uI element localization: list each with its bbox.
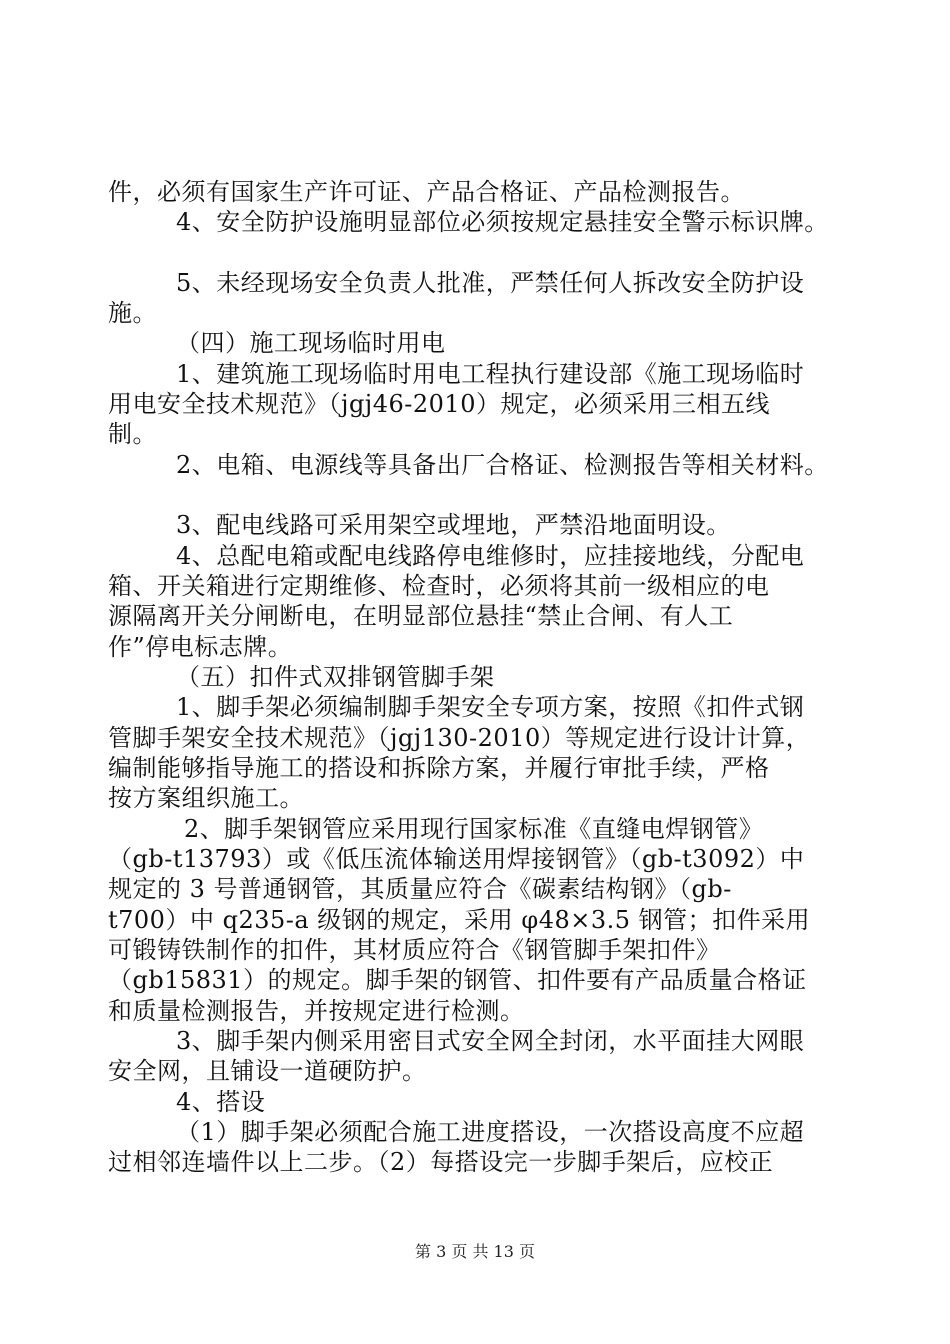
page-number: 第 3 页 共 13 页 [415, 1242, 535, 1261]
text-line: 箱、开关箱进行定期维修、检查时，必须将其前一级相应的电 [108, 572, 770, 600]
text-line: 5、未经现场安全负责人批准，严禁任何人拆改安全防护设 [176, 269, 805, 297]
text-line: 1、建筑施工现场临时用电工程执行建设部《施工现场临时 [176, 360, 805, 388]
text-line: 3、脚手架内侧采用密目式安全网全封闭，水平面挂大网眼 [176, 1027, 805, 1055]
text-line: 管脚手架安全技术规范》（jgj130-2010）等规定进行设计计算， [108, 724, 811, 752]
text-line: 源隔离开关分闸断电，在明显部位悬挂“禁止合闸、有人工 [108, 602, 734, 630]
text-line: 4、总配电箱或配电线路停电维修时，应挂接地线，分配电 [176, 542, 805, 570]
text-line: 和质量检测报告，并按规定进行检测。 [108, 997, 525, 1025]
text-line: 规定的 3 号普通钢管，其质量应符合《碳素结构钢》（gb- [108, 875, 732, 903]
text-line: 2、脚手架钢管应采用现行国家标准《直缝电焊钢管》 [184, 815, 764, 843]
text-line: 制。 [108, 420, 157, 448]
text-line: 4、安全防护设施明显部位必须按规定悬挂安全警示标识牌。 [176, 208, 829, 236]
text-line: 过相邻连墙件以上二步。（2）每搭设完一步脚手架后，应校正 [108, 1148, 774, 1176]
text-line: 用电安全技术规范》（jgj46-2010）规定，必须采用三相五线 [108, 390, 770, 418]
text-line: 作”停电标志牌。 [108, 633, 293, 661]
text-line: 可锻铸铁制作的扣件，其材质应符合《钢管脚手架扣件》 [108, 936, 721, 964]
text-line: （gb15831）的规定。脚手架的钢管、扣件要有产品质量合格证 [108, 966, 807, 994]
section-heading: （四）施工现场临时用电 [176, 329, 446, 357]
text-line: （1）脚手架必须配合施工进度搭设，一次搭设高度不应超 [176, 1118, 805, 1146]
text-line: t700）中 q235-a 级钢的规定，采用 φ48×3.5 钢管；扣件采用 [108, 906, 811, 934]
text-line: 安全网，且铺设一道硬防护。 [108, 1057, 427, 1085]
text-line: 2、电箱、电源线等具备出厂合格证、检测报告等相关材料。 [176, 451, 829, 479]
text-line: 按方案组织施工。 [108, 784, 304, 812]
text-line: 1、脚手架必须编制脚手架安全专项方案，按照《扣件式钢 [176, 693, 805, 721]
section-heading: 4、搭设 [176, 1088, 266, 1116]
text-line: 施。 [108, 299, 157, 327]
section-heading: （五）扣件式双排钢管脚手架 [176, 663, 495, 691]
text-line: 3、配电线路可采用架空或埋地，严禁沿地面明设。 [176, 511, 731, 539]
text-line: （gb-t13793）或《低压流体输送用焊接钢管》（gb-t3092）中 [108, 845, 805, 873]
text-line: 件，必须有国家生产许可证、产品合格证、产品检测报告。 [108, 178, 745, 206]
text-line: 编制能够指导施工的搭设和拆除方案，并履行审批手续，严格 [108, 754, 770, 782]
